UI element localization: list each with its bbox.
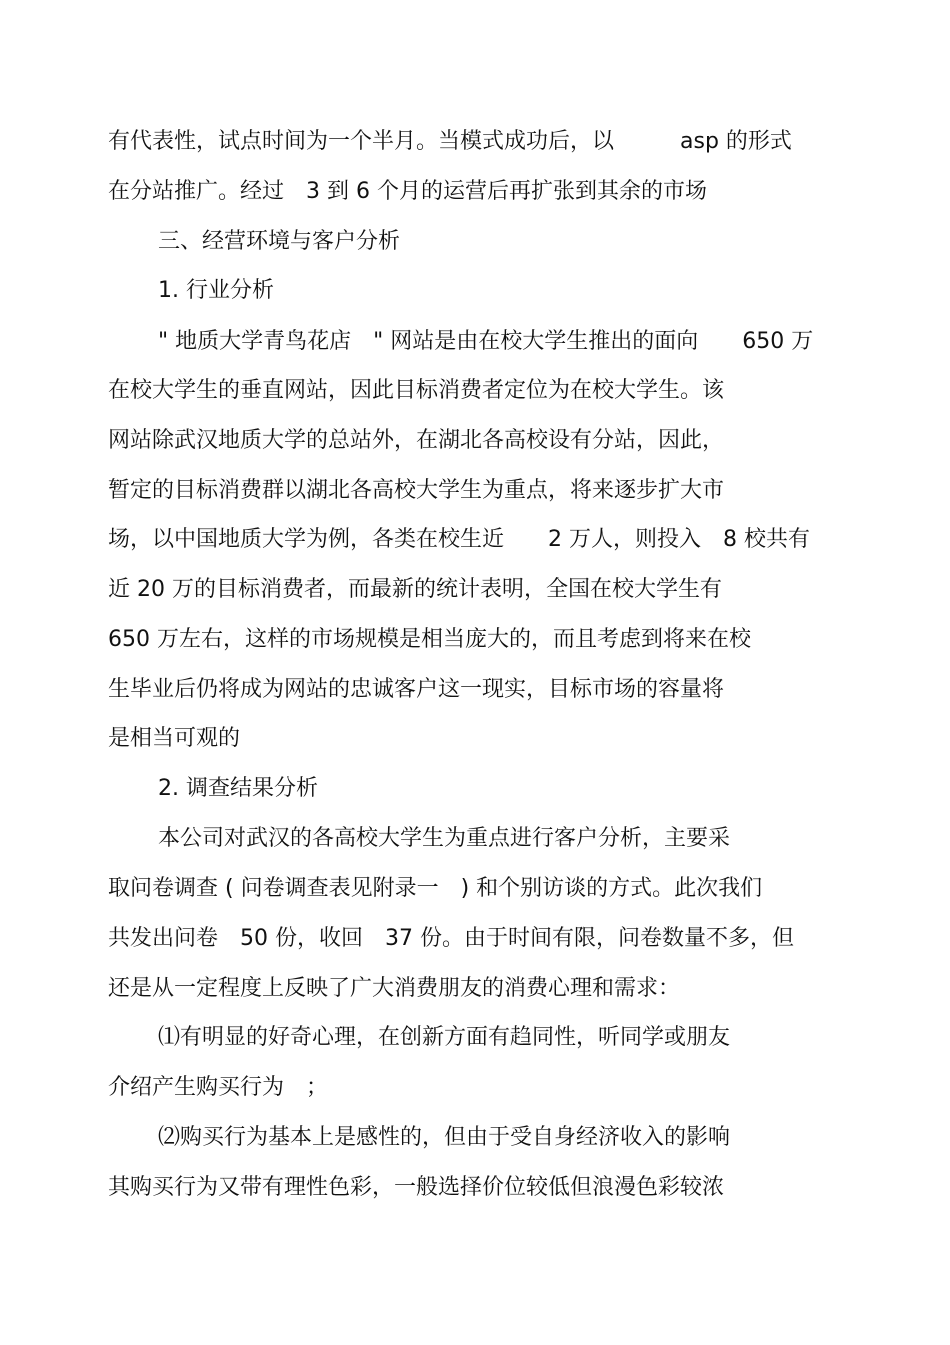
list-item-line: 介绍产生购买行为 ； [108,1075,329,1100]
list-item-line: ⑴有明显的好奇心理，在创新方面有趋同性，听同学或朋友 [158,1025,731,1050]
paragraph-line: 650 万左右，这样的市场规模是相当庞大的，而且考虑到将来在校 [108,627,751,652]
section-heading: 三、经营环境与客户分析 [158,229,401,254]
paragraph-line: 生毕业后仍将成为网站的忠诚客户这一现实，目标市场的容量将 [108,677,725,702]
paragraph-line: 在校大学生的垂直网站，因此目标消费者定位为在校大学生。该 [108,378,725,403]
list-item-line: 其购买行为又带有理性色彩，一般选择价位较低但浪漫色彩较浓 [108,1175,725,1200]
paragraph-line: 网站除武汉地质大学的总站外，在湖北各高校设有分站，因此， [108,428,725,453]
subsection-heading: 2. 调查结果分析 [158,776,318,801]
paragraph-line: 场，以中国地质大学为例，各类在校生近 2 万人，则投入 8 校共有 [108,527,810,552]
paragraph-line: 共发出问卷 50 份，收回 37 份。由于时间有限，问卷数量不多，但 [108,926,794,951]
paragraph-line: 是相当可观的 [108,726,241,751]
paragraph-line: " 地质大学青鸟花店 " 网站是由在校大学生推出的面向 650 万 [158,329,814,354]
list-item-line: ⑵购买行为基本上是感性的，但由于受自身经济收入的影响 [158,1125,731,1150]
paragraph-line: 取问卷调查 ( 问卷调查表见附录一 ) 和个别访谈的方式。此次我们 [108,876,763,901]
paragraph-line: 有代表性，试点时间为一个半月。当模式成功后，以 asp 的形式 [108,129,792,154]
paragraph-line: 近 20 万的目标消费者，而最新的统计表明，全国在校大学生有 [108,577,722,602]
paragraph-line: 还是从一定程度上反映了广大消费朋友的消费心理和需求： [108,976,681,1001]
subsection-heading: 1. 行业分析 [158,278,274,303]
paragraph-line: 在分站推广。经过 3 到 6 个月的运营后再扩张到其余的市场 [108,179,707,204]
paragraph-line: 本公司对武汉的各高校大学生为重点进行客户分析，主要采 [158,826,731,851]
paragraph-line: 暂定的目标消费群以湖北各高校大学生为重点，将来逐步扩大市 [108,478,725,503]
